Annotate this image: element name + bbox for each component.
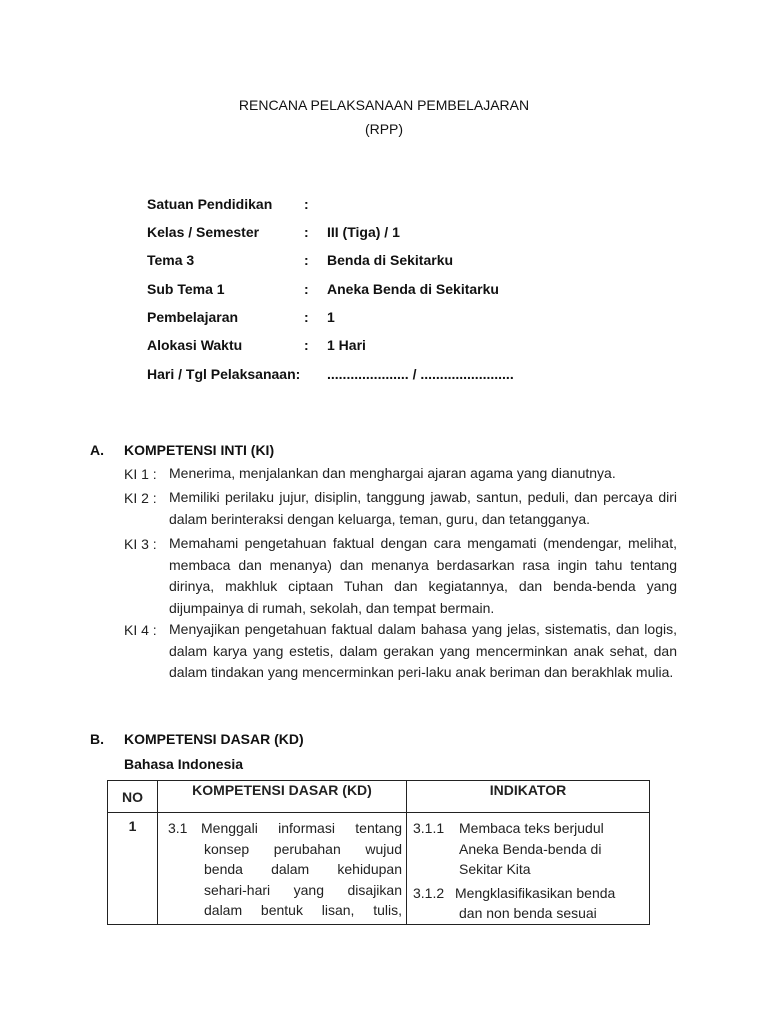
kd-line: Menggali informasi tentang [201, 820, 402, 836]
ki-code: KI 4 : [124, 622, 157, 638]
row-no: 1 [108, 813, 158, 925]
subject-label: Bahasa Indonesia [124, 756, 244, 772]
info-label: Alokasi Waktu [147, 337, 243, 353]
kd-table [107, 780, 650, 925]
info-value: Aneka Benda di Sekitarku [327, 281, 499, 297]
document-title: RENCANA PELAKSANAAN PEMBELAJARAN [238, 97, 530, 113]
kd-line: konsep perubahan wujud [204, 840, 402, 857]
info-label: Satuan Pendidikan [147, 196, 273, 212]
ki-text: Memiliki perilaku jujur, disiplin, tanggung jawab, santun, peduli, dan percaya diri dalam berinteraksi dengan keluarga, teman, guru, dan tetangganya. [169, 489, 677, 527]
header-indikator: INDIKATOR [407, 781, 650, 813]
info-colon: : [304, 196, 309, 212]
indicator-line: Membaca teks berjudul [459, 820, 604, 836]
info-label: Hari / Tgl Pelaksanaan: [147, 366, 301, 382]
indicator-cell [407, 813, 650, 925]
table-row [108, 813, 650, 925]
info-label: Tema 3 [147, 252, 195, 268]
info-label: Pembelajaran [147, 309, 239, 325]
ki-code: KI 1 : [124, 466, 157, 482]
info-colon: : [304, 252, 309, 268]
ki-text: Menyajikan pengetahuan faktual dalam bahasa yang jelas, sistematis, dan logis, dalam karya yang estetis, dalam gerakan yang mencerminkan anak sehat, dan dalam tindakan yang mencerminkan peri-laku anak beriman dan berakhlak mulia. [169, 621, 677, 680]
header-kd: KOMPETENSI DASAR (KD) [158, 781, 407, 813]
kd-line: benda dalam kehidupan [204, 861, 402, 877]
ki-code: KI 3 : [124, 536, 157, 552]
indicator-line: Mengklasifikasikan benda [455, 884, 616, 901]
indicator-line: Sekitar Kita [459, 861, 531, 877]
kd-number: 3.1 [168, 820, 188, 836]
info-value: 1 Hari [327, 337, 366, 353]
info-value: Benda di Sekitarku [327, 252, 454, 268]
indicator-number: 3.1.1 [413, 820, 445, 836]
info-value: ..................... / ........................ [327, 366, 514, 382]
info-label: Sub Tema 1 [147, 281, 225, 297]
table-header-row [108, 781, 650, 813]
section-a-letter: A. [90, 442, 104, 458]
info-colon: : [304, 224, 309, 240]
kd-line: dalam bentuk lisan, tulis, [204, 902, 402, 918]
document-subtitle: (RPP) [364, 121, 404, 137]
info-colon: : [304, 337, 309, 353]
section-a-title: KOMPETENSI INTI (KI) [124, 442, 275, 458]
info-label: Kelas / Semester [147, 224, 260, 240]
info-value: 1 [327, 309, 335, 325]
indicator-line: Aneka Benda-benda di [459, 840, 602, 857]
info-colon: : [304, 281, 309, 297]
info-value: III (Tiga) / 1 [327, 224, 400, 240]
info-colon: : [304, 309, 309, 325]
ki-text: Menerima, menjalankan dan menghargai ajaran agama yang dianutnya. [169, 465, 616, 481]
ki-code: KI 2 : [124, 490, 157, 506]
indicator-line: dan non benda sesuai [459, 905, 597, 921]
indicator-number: 3.1.2 [413, 884, 445, 901]
header-no: NO [108, 781, 158, 813]
kd-line: sehari-hari yang disajikan [204, 881, 402, 898]
kd-cell [158, 813, 407, 925]
ki-text: Memahami pengetahuan faktual dengan cara mengamati (mendengar, melihat, membaca dan menanya) dan menanya berdasarkan rasa ingin tahu tentang dirinya, makhluk ciptaan Tuhan dan kegiatannya, dan benda-benda yang dijumpainya di rumah, sekolah, dan tempat bermain. [169, 535, 677, 616]
section-b-title: KOMPETENSI DASAR (KD) [124, 731, 304, 747]
section-b-letter: B. [90, 731, 104, 747]
